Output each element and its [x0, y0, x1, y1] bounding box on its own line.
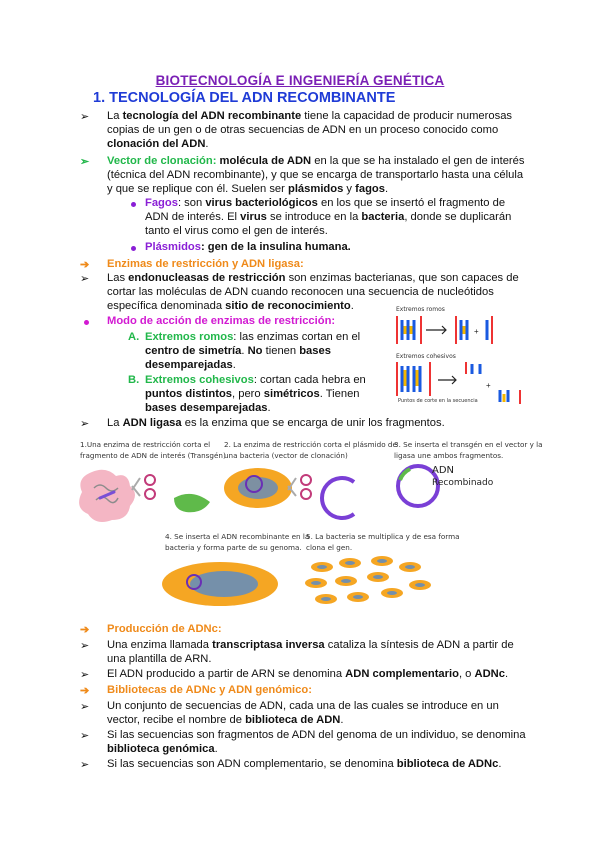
arrow-icon: ➔ — [80, 624, 90, 636]
paragraph-line: vector, recibe el nombre de biblioteca de ADN. — [107, 714, 344, 726]
step-caption: bacteria y forma parte de su genoma. — [165, 543, 302, 552]
svg-text:+: + — [474, 327, 479, 336]
paragraph-line: tanto el virus como el gen de interés. — [145, 225, 328, 237]
paragraph-line: cortar las moléculas de ADN cuando reconocen una secuencia de nucleótidos — [107, 286, 494, 298]
list-item-b: B. — [128, 374, 140, 386]
arrow-icon: ➔ — [80, 259, 90, 271]
recombinant-label: Recombinado — [432, 478, 494, 488]
arrow-icon: ➔ — [80, 685, 90, 697]
paragraph-line: copias de un gen o de otras secuencias de ADN en un proceso conocido como — [107, 124, 499, 136]
bullet-arrow-icon: ➢ — [80, 759, 90, 771]
bullet-dot-icon — [84, 320, 89, 325]
paragraph-line: La ADN ligasa es la enzima que se encarga de unir los fragmentos. — [107, 417, 445, 429]
paragraph-line: Plásmidos: gen de la insulina humana. — [145, 241, 351, 253]
paragraph-line: Extremos cohesivos: cortan cada hebra en — [145, 374, 366, 386]
step2-illustration — [222, 462, 372, 532]
paragraph-line: Si las secuencias son fragmentos de ADN del genoma de un individuo, se denomina — [107, 729, 526, 741]
bullet-arrow-icon: ➢ — [80, 701, 90, 713]
step-caption: ligasa une ambos fragmentos. — [394, 451, 504, 460]
paragraph-line: específica denominada sitio de reconocimiento. — [107, 300, 354, 312]
paragraph-line: centro de simetría. No tienen bases — [145, 345, 331, 357]
paragraph-line: biblioteca genómica. — [107, 743, 218, 755]
bullet-dot-icon — [131, 202, 136, 207]
paragraph-line: (técnica del ADN recombinante), y que se encarga de transportarlo hasta una célula — [107, 169, 524, 181]
bullet-arrow-icon: ➢ — [80, 418, 90, 430]
paragraph-line: ADN de interés. El virus se introduce en la bacteria, donde se duplicarán — [145, 211, 512, 223]
step-caption: una bacteria (vector de clonación) — [224, 451, 348, 460]
paragraph-line: Un conjunto de secuencias de ADN, cada una de las cuales se introduce en un — [107, 700, 499, 712]
svg-text:+: + — [486, 381, 491, 390]
bullet-arrow-icon: ➢ — [80, 111, 90, 123]
step1-illustration — [70, 462, 220, 532]
paragraph-line: Las endonucleasas de restricción son enzimas bacterianas, que son capaces de — [107, 272, 519, 284]
step-caption: 5. La bacteria se multiplica y de esa forma — [306, 532, 460, 541]
step-caption: clona el gen. — [306, 543, 353, 552]
figure-label: Extremos cohesivos — [396, 353, 456, 360]
figure-label: Extremos romos — [396, 306, 445, 313]
step-caption: fragmento de ADN de interés (Transgén) — [80, 451, 226, 460]
subheading: Bibliotecas de ADNc y ADN genómico: — [107, 684, 312, 696]
page-title: BIOTECNOLOGÍA E INGENIERÍA GENÉTICA — [155, 73, 445, 88]
section-heading: 1. TECNOLOGÍA DEL ADN RECOMBINANTE — [93, 90, 396, 106]
bullet-arrow-icon: ➢ — [80, 730, 90, 742]
step5-illustration — [302, 555, 442, 615]
subheading: Modo de acción de enzimas de restricción: — [107, 315, 336, 327]
bullet-dot-icon — [131, 246, 136, 251]
step-caption: 4. Se inserta el ADN recombinante en la — [165, 532, 310, 541]
blunt-ends-diagram — [394, 314, 494, 346]
subheading: Producción de ADNc: — [107, 623, 222, 635]
bullet-arrow-icon: ➢ — [80, 640, 90, 652]
paragraph-line: La tecnología del ADN recombinante tiene la capacidad de producir numerosas — [107, 110, 513, 122]
list-item-a: A. — [128, 331, 140, 343]
paragraph-line: El ADN producido a partir de ARN se denomina ADN complementario, o ADNc. — [107, 668, 509, 680]
bullet-arrow-icon: ➢ — [80, 273, 90, 285]
bullet-arrow-icon: ➢ — [80, 669, 90, 681]
cohesive-ends-diagram — [394, 360, 524, 412]
bullet-arrow-icon: ➢ — [80, 156, 90, 168]
paragraph-line: y que se replique con él. Suelen ser plásmidos y fagos. — [107, 183, 389, 195]
paragraph-line: puntos distintos, pero simétricos. Tienen — [145, 388, 360, 400]
subheading: Enzimas de restricción y ADN ligasa: — [107, 258, 304, 270]
step-caption: 3. Se inserta el transgén en el vector y la — [394, 440, 543, 449]
step-caption: 1.Una enzima de restricción corta el — [80, 440, 211, 449]
paragraph-line: Vector de clonación: molécula de ADN en la que se ha instalado el gen de interés — [107, 155, 525, 167]
paragraph-line: Fagos: son virus bacteriológicos en los que se insertó el fragmento de — [145, 197, 506, 209]
step-caption: 2. La enzima de restricción corta el plásmido de — [224, 440, 397, 449]
paragraph-line: Extremos romos: las enzimas cortan en el — [145, 331, 361, 343]
figure-caption: Puntos de corte en la secuencia — [398, 398, 478, 404]
paragraph-line: Una enzima llamada transcriptasa inversa cataliza la síntesis de ADN a partir de — [107, 639, 514, 651]
paragraph-line: clonación del ADN. — [107, 138, 209, 150]
step4-illustration — [158, 560, 288, 610]
recombinant-label: ADN — [432, 465, 455, 476]
paragraph-line: una plantilla de ARN. — [107, 653, 212, 665]
paragraph-line: bases desemparejadas. — [145, 402, 271, 414]
paragraph-line: desemparejadas. — [145, 359, 236, 371]
paragraph-line: Si las secuencias son ADN complementario, se denomina biblioteca de ADNc. — [107, 758, 502, 770]
